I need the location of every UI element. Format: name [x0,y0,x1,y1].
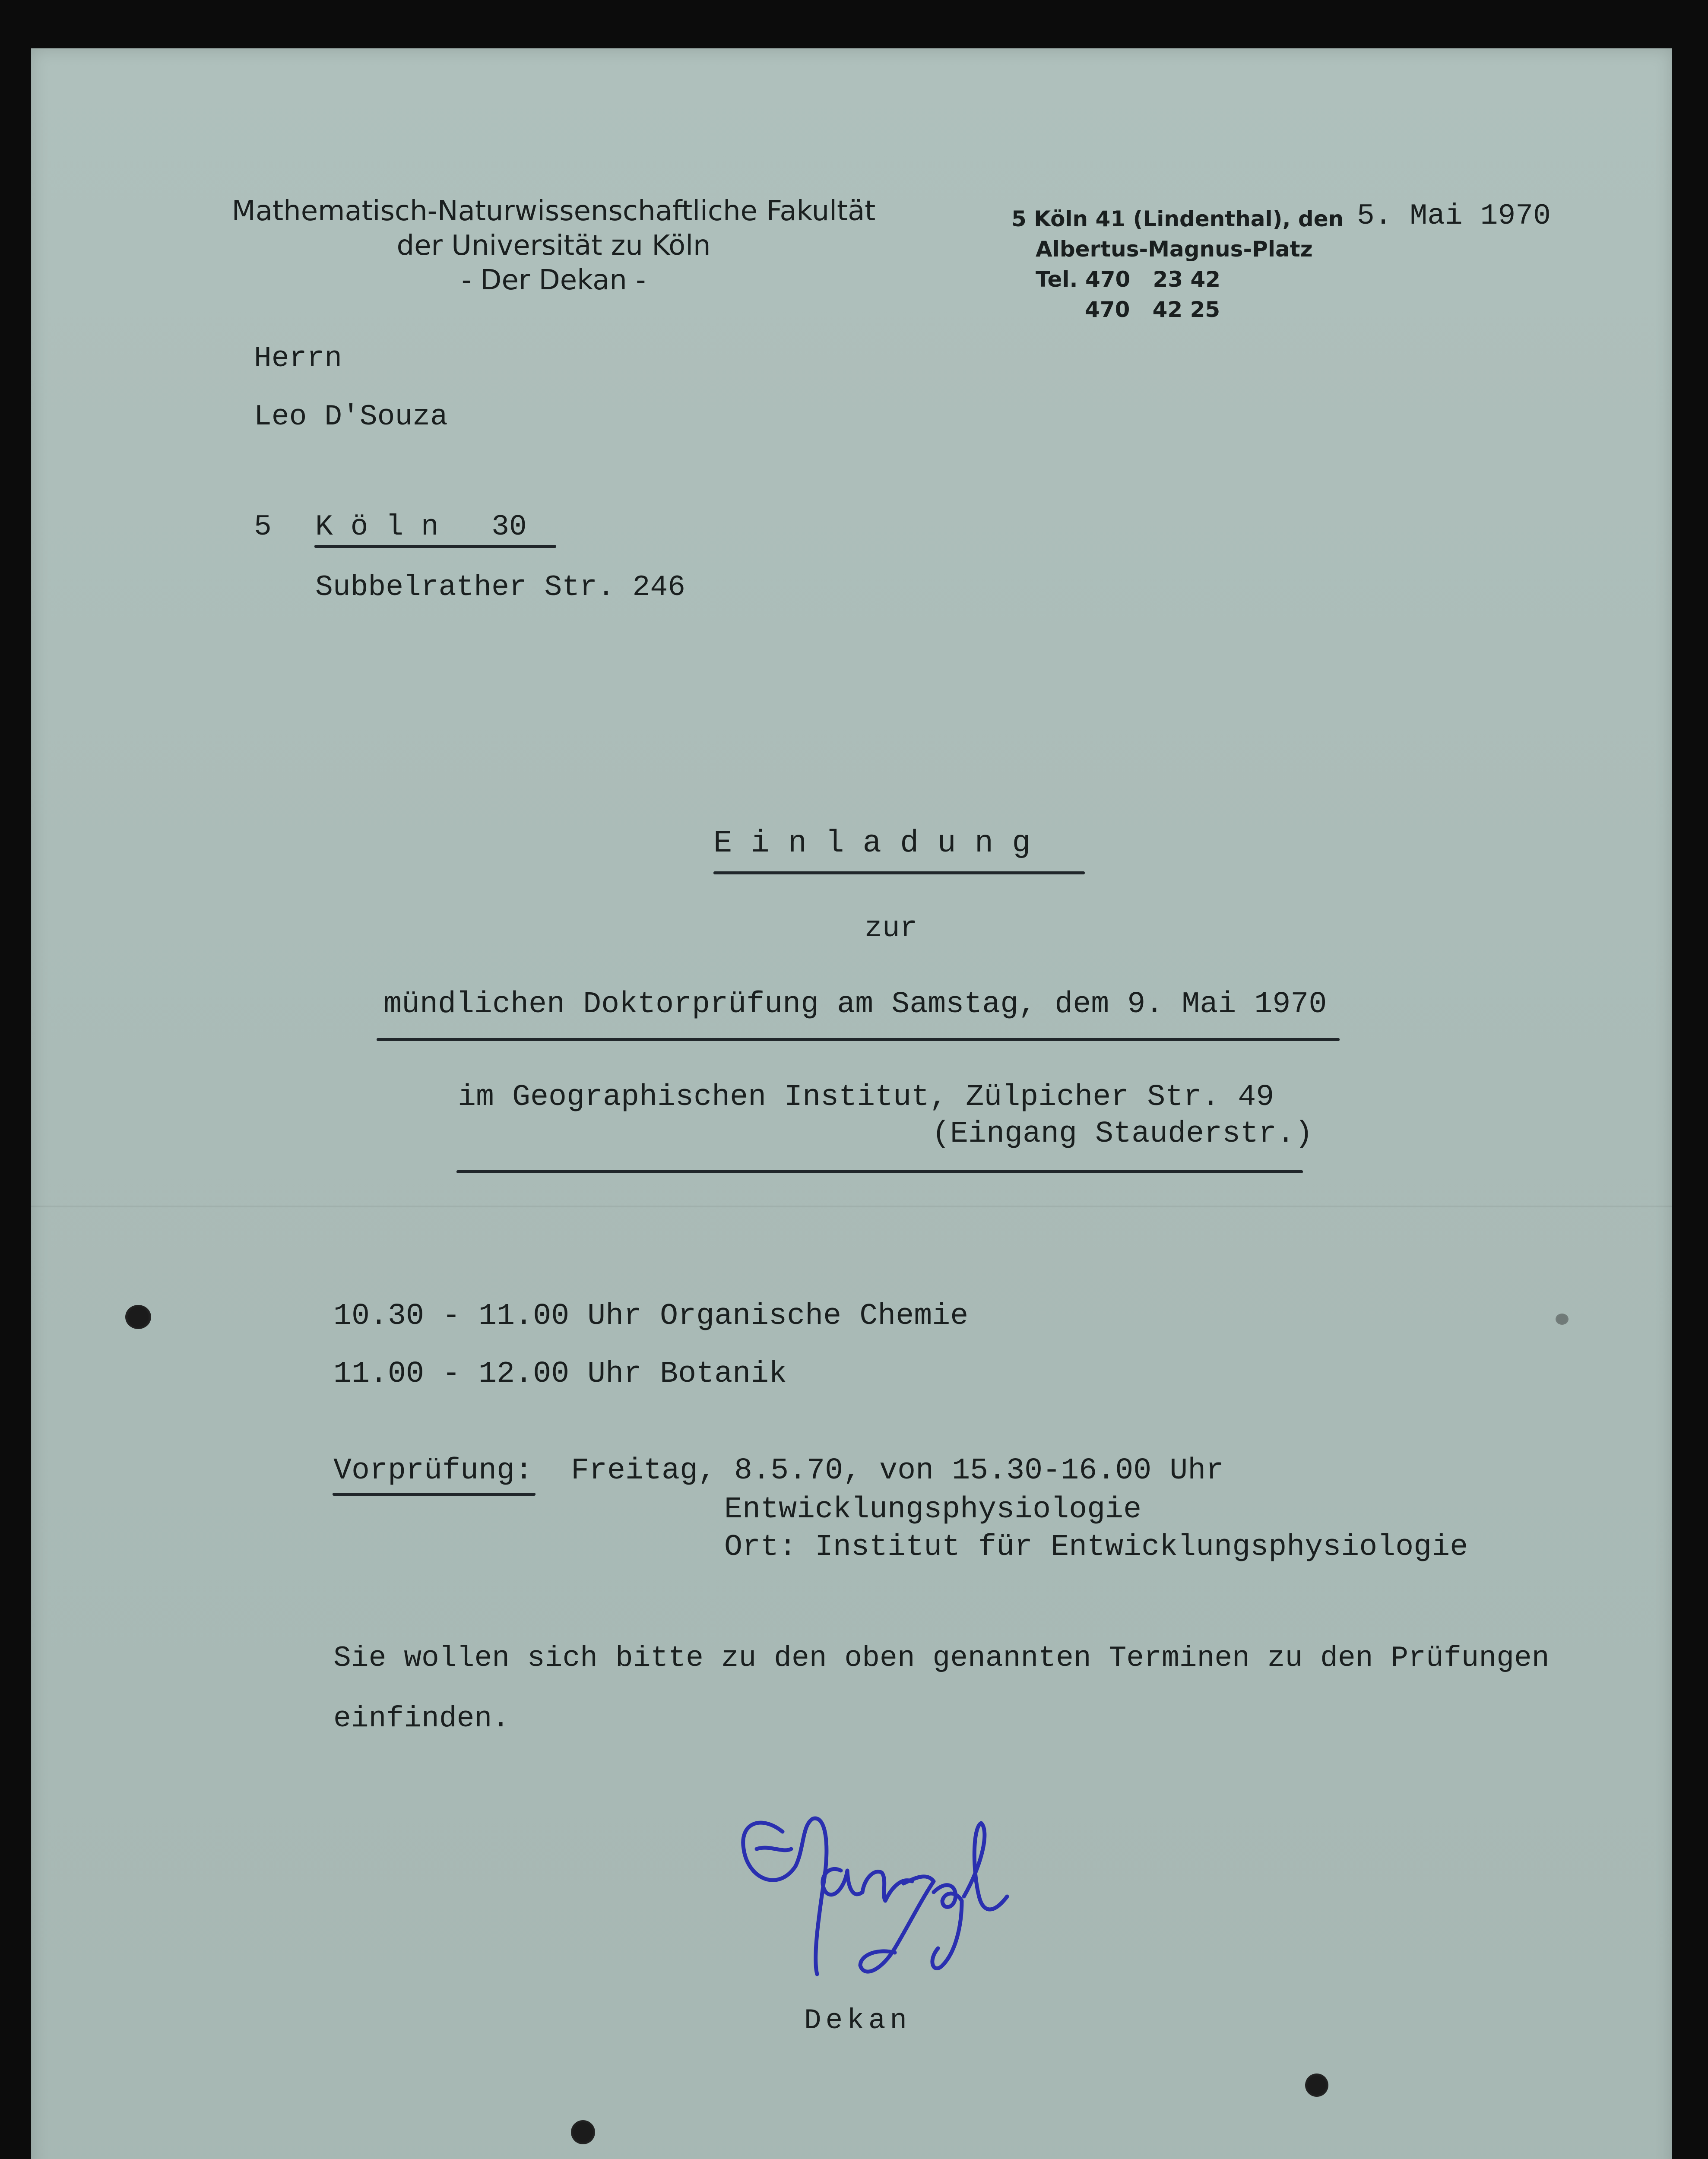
recipient-city: K ö l n 30 [315,510,527,544]
city-underline [314,545,556,548]
punch-hole [571,2120,595,2144]
pre-exam-line3: Ort: Institut für Entwicklungsphysiologie [724,1530,1468,1564]
closing-line2: einfinden. [333,1702,510,1735]
letterhead [187,195,921,296]
recipient-salutation: Herrn [254,342,342,375]
invitation-title: E i n l a d u n g [713,826,1031,861]
exam-line: mündlichen Doktorprüfung am Samstag, dem 9. Mai 1970 [383,988,1327,1022]
address-line1: 5 Köln 41 (Lindenthal), den [1011,206,1344,231]
location-underline [456,1170,1303,1173]
schedule-item-2: 11.00 - 12.00 Uhr Botanik [333,1357,787,1391]
tel-label: Tel. [1036,267,1078,292]
recipient-street: Subbelrather Str. 246 [315,571,685,604]
letterhead-line1: Mathematisch-Naturwissenschaftliche Fakultät [231,195,876,227]
signer-title: Dekan [804,2004,912,2037]
recipient-postcode: 5 [254,510,272,544]
closing-line1: Sie wollen sich bitte zu den oben genannten Terminen zu den Prüfungen [333,1642,1550,1675]
letter-sheet [31,48,1672,2159]
pre-exam-label: Vorprüfung: [333,1454,533,1488]
tel-number2: 470 42 25 [1085,297,1220,322]
punch-hole [125,1305,151,1329]
letter-date: 5. Mai 1970 [1357,199,1551,233]
schedule-item-1: 10.30 - 11.00 Uhr Organische Chemie [333,1299,969,1333]
tel-number1: 470 23 42 [1085,267,1221,292]
exam-underline [377,1038,1340,1041]
pre-exam-underline [333,1493,536,1496]
address-block [1011,204,1344,325]
tel-line1 [1011,264,1344,294]
letterhead-line3: - Der Dekan - [461,264,646,296]
title-underline [713,871,1085,874]
letterhead-line2: der Universität zu Köln [396,230,711,262]
address-line2: Albertus-Magnus-Platz [1036,237,1313,262]
schedule-list [333,1288,968,1403]
location-line1: im Geographischen Institut, Zülpicher Str. 49 [458,1080,1274,1114]
pre-exam-line1: Freitag, 8.5.70, von 15.30-16.00 Uhr [571,1454,1224,1488]
stain-mark [1556,1314,1569,1325]
invitation-subtitle: zur [865,912,918,945]
recipient-name: Leo D'Souza [254,400,448,434]
punch-hole [1305,2074,1328,2097]
handwritten-signature [731,1784,1059,2009]
location-line2: (Eingang Stauderstr.) [932,1117,1313,1151]
pre-exam-line2: Entwicklungsphysiologie [724,1493,1142,1527]
fold-line [31,1206,1672,1207]
